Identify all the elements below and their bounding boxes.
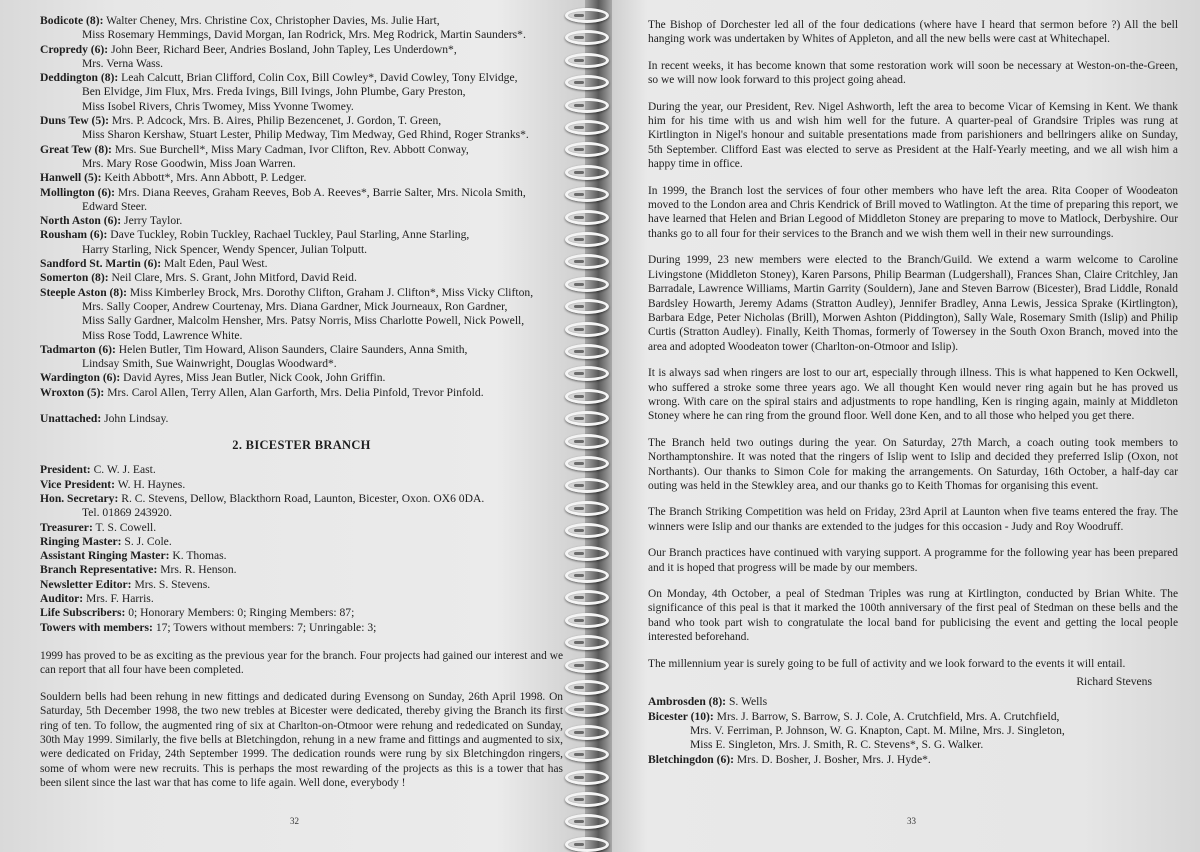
entry-line bbox=[40, 143, 563, 157]
entry-text: C. W. J. East. bbox=[90, 463, 156, 477]
entry-name: Newsletter Editor: bbox=[40, 577, 132, 591]
binding-ring bbox=[565, 389, 609, 404]
entry-line bbox=[648, 710, 1178, 724]
entry-continuation bbox=[40, 314, 563, 328]
entry-text: Miss Isobel Rivers, Chris Twomey, Miss Yvonne Twomey. bbox=[82, 99, 354, 113]
binding-ring bbox=[565, 434, 609, 449]
entry-line bbox=[648, 695, 1178, 709]
left-page bbox=[0, 0, 585, 852]
entry-text: 0; Honorary Members: 0; Ringing Members: 87; bbox=[125, 606, 355, 620]
entry-text: Mrs. R. Henson. bbox=[157, 563, 237, 577]
binding-ring bbox=[565, 120, 609, 135]
entry-text: Ben Elvidge, Jim Flux, Mrs. Freda Ivings, Bill Ivings, John Plumbe, Gary Preston, bbox=[82, 85, 466, 99]
entry-line bbox=[40, 14, 563, 28]
binding-ring bbox=[565, 344, 609, 359]
binding-ring bbox=[565, 770, 609, 785]
entry-text: Mrs. Sally Cooper, Andrew Courtenay, Mrs. Diana Gardner, Mick Journeaux, Ron Gardner, bbox=[82, 299, 508, 313]
entry-name: Cropredy (6): bbox=[40, 42, 109, 56]
entry-name: Ringing Master: bbox=[40, 534, 122, 548]
entry-text: S. Wells bbox=[726, 695, 768, 709]
entry-line bbox=[40, 535, 563, 549]
entry-name: Great Tew (8): bbox=[40, 142, 112, 156]
page-number: 33 bbox=[907, 816, 916, 826]
entry-name: Life Subscribers: bbox=[40, 606, 126, 620]
entry-line bbox=[648, 753, 1178, 767]
entry-continuation bbox=[648, 738, 1178, 752]
entry-name: Sandford St. Martin (6): bbox=[40, 257, 162, 271]
entry-text: Mrs. P. Adcock, Mrs. B. Aires, Philip Bezencenet, J. Gordon, T. Green, bbox=[108, 114, 442, 128]
paragraph: The Branch held two outings during the year. On Saturday, 27th March, a coach outing took members to Northamptonshire. It was noted that the ringers of Islip went to Islip and decided they preferred Islip (Oxon, not Northants). Our thanks to Simon Cole for making the arrangements. On Saturday, 16th October, a half-day car outing was held in the Stewkley area, and our thanks go to Keith Thomas for organising this event. bbox=[648, 436, 1178, 492]
entry-line bbox=[40, 563, 563, 577]
entry-text: Miss Sharon Kershaw, Stuart Lester, Philip Medway, Tim Medway, Ged Rhind, Roger Stranks*. bbox=[82, 128, 529, 142]
entry-name: Deddington (8): bbox=[40, 71, 119, 85]
entry-line bbox=[40, 492, 563, 506]
entry-text: Miss Kimberley Brock, Mrs. Dorothy Clifton, Graham J. Clifton*, Miss Vicky Clifton, bbox=[126, 285, 534, 299]
entry-continuation bbox=[40, 85, 563, 99]
tower-members-list bbox=[40, 14, 563, 400]
signature: Richard Stevens bbox=[1076, 675, 1152, 689]
binding-ring bbox=[565, 165, 609, 180]
entry-text: David Ayres, Miss Jean Butler, Nick Cook, John Griffin. bbox=[120, 371, 386, 385]
binding-ring bbox=[565, 8, 609, 23]
entry-text: Mrs. Mary Rose Goodwin, Miss Joan Warren. bbox=[82, 156, 296, 170]
entry-text: Leah Calcutt, Brian Clifford, Colin Cox, Bill Cowley*, David Cowley, Tony Elvidge, bbox=[118, 71, 518, 85]
entry-line bbox=[40, 578, 563, 592]
entry-name: Bletchingdon (6): bbox=[648, 752, 734, 766]
entry-text: Mrs. D. Bosher, J. Bosher, Mrs. J. Hyde*. bbox=[734, 752, 931, 766]
entry-text: Mrs. S. Stevens. bbox=[131, 577, 211, 591]
entry-name: Towers with members: bbox=[40, 620, 153, 634]
entry-text: Mrs. Verna Wass. bbox=[82, 56, 164, 70]
entry-text: Dave Tuckley, Robin Tuckley, Rachael Tuckley, Paul Starling, Anne Starling, bbox=[107, 228, 470, 242]
entry-text: Jerry Taylor. bbox=[121, 214, 183, 228]
entry-continuation bbox=[40, 329, 563, 343]
paragraph: Our Branch practices have continued with varying support. A programme for the following year has been prepared and it is hoped that progress will be made by our members. bbox=[648, 547, 1178, 574]
entry-line bbox=[40, 549, 563, 563]
paragraph: Souldern bells had been rehung in new fittings and dedicated during Evensong on Sunday, 26th April 1998. On Saturday, 5th December 1998, the two new trebles at Bicester were dedicated, thereby giving the Branch its first ring of ten. To follow, the augmented ring of six at Charlton-on-Otmoor were rehung and rededicated on Sunday, 30th May 1999. Similarly, the five bells at Bletchingdon, rehung in a new frame and fittings and augmented to six, were dedicated on Friday, 24th September 1999. The dedication rounds were rung by six Bletchingdon ringers, some of whom were new recruits. This is perhaps the most rewarding of the projects as this is a tower that has been silent since the last war that has come to life again. Well done, everybody ! bbox=[40, 690, 563, 790]
entry-name: Branch Representative: bbox=[40, 563, 158, 577]
binding-ring bbox=[565, 98, 609, 113]
entry-line bbox=[40, 343, 563, 357]
entry-text: Malt Eden, Paul West. bbox=[161, 257, 268, 271]
entry-continuation bbox=[40, 28, 563, 42]
binding-ring bbox=[565, 613, 609, 628]
entry-line bbox=[40, 271, 563, 285]
paragraph: The millennium year is surely going to be full of activity and we look forward to the events it will entail. bbox=[648, 657, 1126, 670]
entry-text: 17; Towers without members: 7; Unringable: 3; bbox=[152, 620, 377, 634]
entry-name: Auditor: bbox=[40, 591, 84, 605]
entry-name: Duns Tew (5): bbox=[40, 114, 109, 128]
entry-continuation bbox=[40, 128, 563, 142]
paragraph: In recent weeks, it has become known that some restoration work will soon be necessary at Weston-on-the-Green, so we will now look forward to this project going ahead. bbox=[648, 59, 1178, 87]
binding-ring bbox=[565, 501, 609, 516]
entry-text: Mrs. Diana Reeves, Graham Reeves, Bob A. Reeves*, Barrie Salter, Mrs. Nicola Smith, bbox=[115, 185, 526, 199]
paragraph: 1999 has proved to be as exciting as the previous year for the branch. Four projects had gained our interest and we can report that all four have been completed. bbox=[40, 649, 563, 677]
entry-line bbox=[40, 463, 563, 477]
entry-text: K. Thomas. bbox=[169, 549, 227, 563]
entry-line bbox=[40, 386, 563, 400]
entry-name: Tadmarton (6): bbox=[40, 342, 116, 356]
entry-text: T. S. Cowell. bbox=[92, 520, 157, 534]
branch-heading: 2. BICESTER BRANCH bbox=[232, 438, 371, 453]
entry-text: Mrs. V. Ferriman, P. Johnson, W. G. Knapton, Capt. M. Milne, Mrs. J. Singleton, bbox=[690, 723, 1065, 737]
entry-text: Miss Sally Gardner, Malcolm Hensher, Mrs. Patsy Norris, Miss Charlotte Powell, Nick Powell, bbox=[82, 314, 525, 328]
entry-line bbox=[40, 171, 563, 185]
entry-continuation bbox=[40, 300, 563, 314]
entry-name: Vice President: bbox=[40, 477, 116, 491]
right-page bbox=[612, 0, 1200, 852]
entry-name: President: bbox=[40, 463, 91, 477]
paragraph: It is always sad when ringers are lost to our art, especially through illness. This is what happened to Ken Ockwell, who suffered a stroke some three years ago. We all thought Ken would never ring again but he has proved us wrong. With care on the spiral stairs and adjustments to rope handling, Ken is ringing again, mainly at Middleton Stoney where he can ring from the ground floor. Well done Ken, and to all those who helped you get there. bbox=[648, 367, 1178, 423]
entry-text: Edward Steer. bbox=[82, 199, 148, 213]
paragraph: On Monday, 4th October, a peal of Stedman Triples was rung at Kirtlington, conducted by Brian White. The significance of this peal is that it marked the 100th anniversary of the first peal of Stedman on these bells and the band who took part wish to congratulate the local band for publicising the event and getting the local people interested beforehand. bbox=[648, 588, 1178, 644]
paragraph: During the year, our President, Rev. Nigel Ashworth, left the area to become Vicar of Kemsing in Kent. We thank him for his time with us and wish him well for the future. A quarter-peal of Grandsire Triples was rung at Kirtlington in Nigel's honour and suitable presentations made from parishioners and bellringers alike on Sunday, 5th September. Clifford East was elected to serve as President at the Half-Yearly meeting, and we all wish him a happy time in office. bbox=[648, 100, 1178, 171]
paragraph: The Branch Striking Competition was held on Friday, 23rd April at Launton when five teams entered the fray. The winners were Islip and our thanks are extended to the judges for this occasion - Judy and Roy Woodruff. bbox=[648, 506, 1178, 533]
entry-name: Ambrosden (8): bbox=[648, 695, 727, 709]
branch-officers bbox=[40, 463, 563, 635]
entry-line bbox=[40, 592, 563, 606]
entry-text: Walter Cheney, Mrs. Christine Cox, Christopher Davies, Ms. Julie Hart, bbox=[103, 14, 440, 27]
entry-name: Hon. Secretary: bbox=[40, 491, 119, 505]
entry-name: Wardington (6): bbox=[40, 371, 121, 385]
entry-text: Mrs. Carol Allen, Terry Allen, Alan Garforth, Mrs. Delia Pinfold, Trevor Pinfold. bbox=[104, 385, 484, 399]
entry-name: Hanwell (5): bbox=[40, 171, 102, 185]
unattached-line: Unattached: John Lindsay. bbox=[40, 412, 169, 426]
entry-text: Mrs. Sue Burchell*, Miss Mary Cadman, Ivor Clifton, Rev. Abbott Conway, bbox=[111, 142, 469, 156]
paragraph: In 1999, the Branch lost the services of four other members who have left the area. Rita Cooper of Woodeaton moved to the London area and Chris Kendrick of Brill moved to Watlington. At the time of preparing this report, we have learned that Helen and Brian Legood of Middleton Stoney are preparing to move to Matlock, Derbyshire. Our thanks go to all four for their services to the Branch and we wish them well in their new surroundings. bbox=[648, 184, 1178, 240]
binding-ring bbox=[565, 322, 609, 337]
paragraph: During 1999, 23 new members were elected to the Branch/Guild. We extend a warm welcome to Caroline Livingstone (Middleton Stoney), Karen Parsons, Philip Bearman (Ludgershall), Frances Shan, Claire Critchley, Jan Barradale, Lawrence Williams, Martin Garrity (Souldern), Jane and Steven Barrow (Bicester), Brad Liddle, Ronald Bardsley Howarth, Jeremy Adams (Stratton Audley), Jennifer Bradley, Anna Lewis, Jessica Sprake (Kirtlington), Barbara Edge, Peter Nicholas (Brill), Morwen Ashton (Piddington), Sally Wale, Rosemary Smith (Islip) and Philip Curtis (Stratton Audley). Finally, Keith Thomas, formerly of Towersey in the South Oxon Branch, moved into the area and adopted Woodeaton tower (Charlton-on-Otmoor and Islip). bbox=[648, 254, 1178, 353]
entry-name: Bicester (10): bbox=[648, 709, 714, 723]
entry-continuation bbox=[648, 724, 1178, 738]
entry-name: Somerton (8): bbox=[40, 271, 109, 285]
entry-text: Mrs. F. Harris. bbox=[83, 591, 154, 605]
entry-continuation bbox=[40, 357, 563, 371]
entry-line bbox=[40, 71, 563, 85]
tower-members-list bbox=[648, 695, 1178, 766]
paragraph: The Bishop of Dorchester led all of the four dedications (where have I heard that sermon before ?) All the bell hanging work was undertaken by Whites of Appleton, and all the new bells were cast at Whitechapel. bbox=[648, 19, 1178, 46]
binding-ring bbox=[565, 53, 609, 68]
entry-name: Wroxton (5): bbox=[40, 385, 105, 399]
entry-name: North Aston (6): bbox=[40, 214, 122, 228]
binding-ring bbox=[565, 658, 609, 673]
entry-text: Mrs. J. Barrow, S. Barrow, S. J. Cole, A. Crutchfield, Mrs. A. Crutchfield, bbox=[713, 709, 1060, 723]
entry-text: John Beer, Richard Beer, Andries Bosland, John Tapley, Les Underdown*, bbox=[108, 42, 457, 56]
page-number: 32 bbox=[290, 816, 299, 826]
entry-line bbox=[40, 286, 563, 300]
binding-ring bbox=[565, 568, 609, 583]
entry-text: Miss Rose Todd, Lawrence White. bbox=[82, 328, 243, 342]
binding-ring bbox=[565, 277, 609, 292]
entry-line bbox=[40, 521, 563, 535]
entry-continuation bbox=[40, 243, 563, 257]
entry-name: Bodicote (8): bbox=[40, 14, 104, 27]
binding-ring bbox=[565, 232, 609, 247]
entry-text: Tel. 01869 243920. bbox=[82, 506, 172, 520]
entry-name: Steeple Aston (8): bbox=[40, 285, 127, 299]
entry-name: Rousham (6): bbox=[40, 228, 108, 242]
entry-text: Helen Butler, Tim Howard, Alison Saunders, Claire Saunders, Anna Smith, bbox=[115, 342, 468, 356]
entry-line bbox=[40, 43, 563, 57]
binding-ring bbox=[565, 837, 609, 852]
binding-ring bbox=[565, 456, 609, 471]
entry-continuation bbox=[40, 200, 563, 214]
entry-line bbox=[40, 257, 563, 271]
binding-ring bbox=[565, 546, 609, 561]
entry-name: Mollington (6): bbox=[40, 185, 116, 199]
entry-continuation bbox=[40, 100, 563, 114]
entry-text: Neil Clare, Mrs. S. Grant, John Mitford, David Reid. bbox=[108, 271, 357, 285]
entry-continuation bbox=[40, 157, 563, 171]
entry-line bbox=[40, 606, 563, 620]
entry-line bbox=[40, 228, 563, 242]
entry-text: Lindsay Smith, Sue Wainwright, Douglas Woodward*. bbox=[82, 357, 337, 371]
entry-line bbox=[40, 621, 563, 635]
entry-text: Miss Rosemary Hemmings, David Morgan, Ian Rodrick, Mrs. Meg Rodrick, Martin Saunders*. bbox=[82, 28, 526, 42]
entry-text: Miss E. Singleton, Mrs. J. Smith, R. C. Stevens*, S. G. Walker. bbox=[690, 738, 984, 752]
entry-text: Keith Abbott*, Mrs. Ann Abbott, P. Ledger. bbox=[101, 171, 307, 185]
entry-continuation bbox=[40, 506, 563, 520]
binding-ring bbox=[565, 210, 609, 225]
entry-line bbox=[40, 214, 563, 228]
binding-ring bbox=[565, 725, 609, 740]
binding-ring bbox=[565, 680, 609, 695]
entry-name: Assistant Ringing Master: bbox=[40, 549, 170, 563]
entry-line bbox=[40, 114, 563, 128]
entry-line bbox=[40, 186, 563, 200]
entry-text: S. J. Cole. bbox=[121, 534, 172, 548]
entry-text: R. C. Stevens, Dellow, Blackthorn Road, Launton, Bicester, Oxon. OX6 0DA. bbox=[118, 491, 485, 505]
entry-continuation bbox=[40, 57, 563, 71]
entry-name: Treasurer: bbox=[40, 520, 93, 534]
entry-text: W. H. Haynes. bbox=[115, 477, 186, 491]
entry-line bbox=[40, 371, 563, 385]
entry-text: Harry Starling, Nick Spencer, Wendy Spencer, Julian Tolputt. bbox=[82, 242, 368, 256]
binding-ring bbox=[565, 792, 609, 807]
entry-line bbox=[40, 478, 563, 492]
